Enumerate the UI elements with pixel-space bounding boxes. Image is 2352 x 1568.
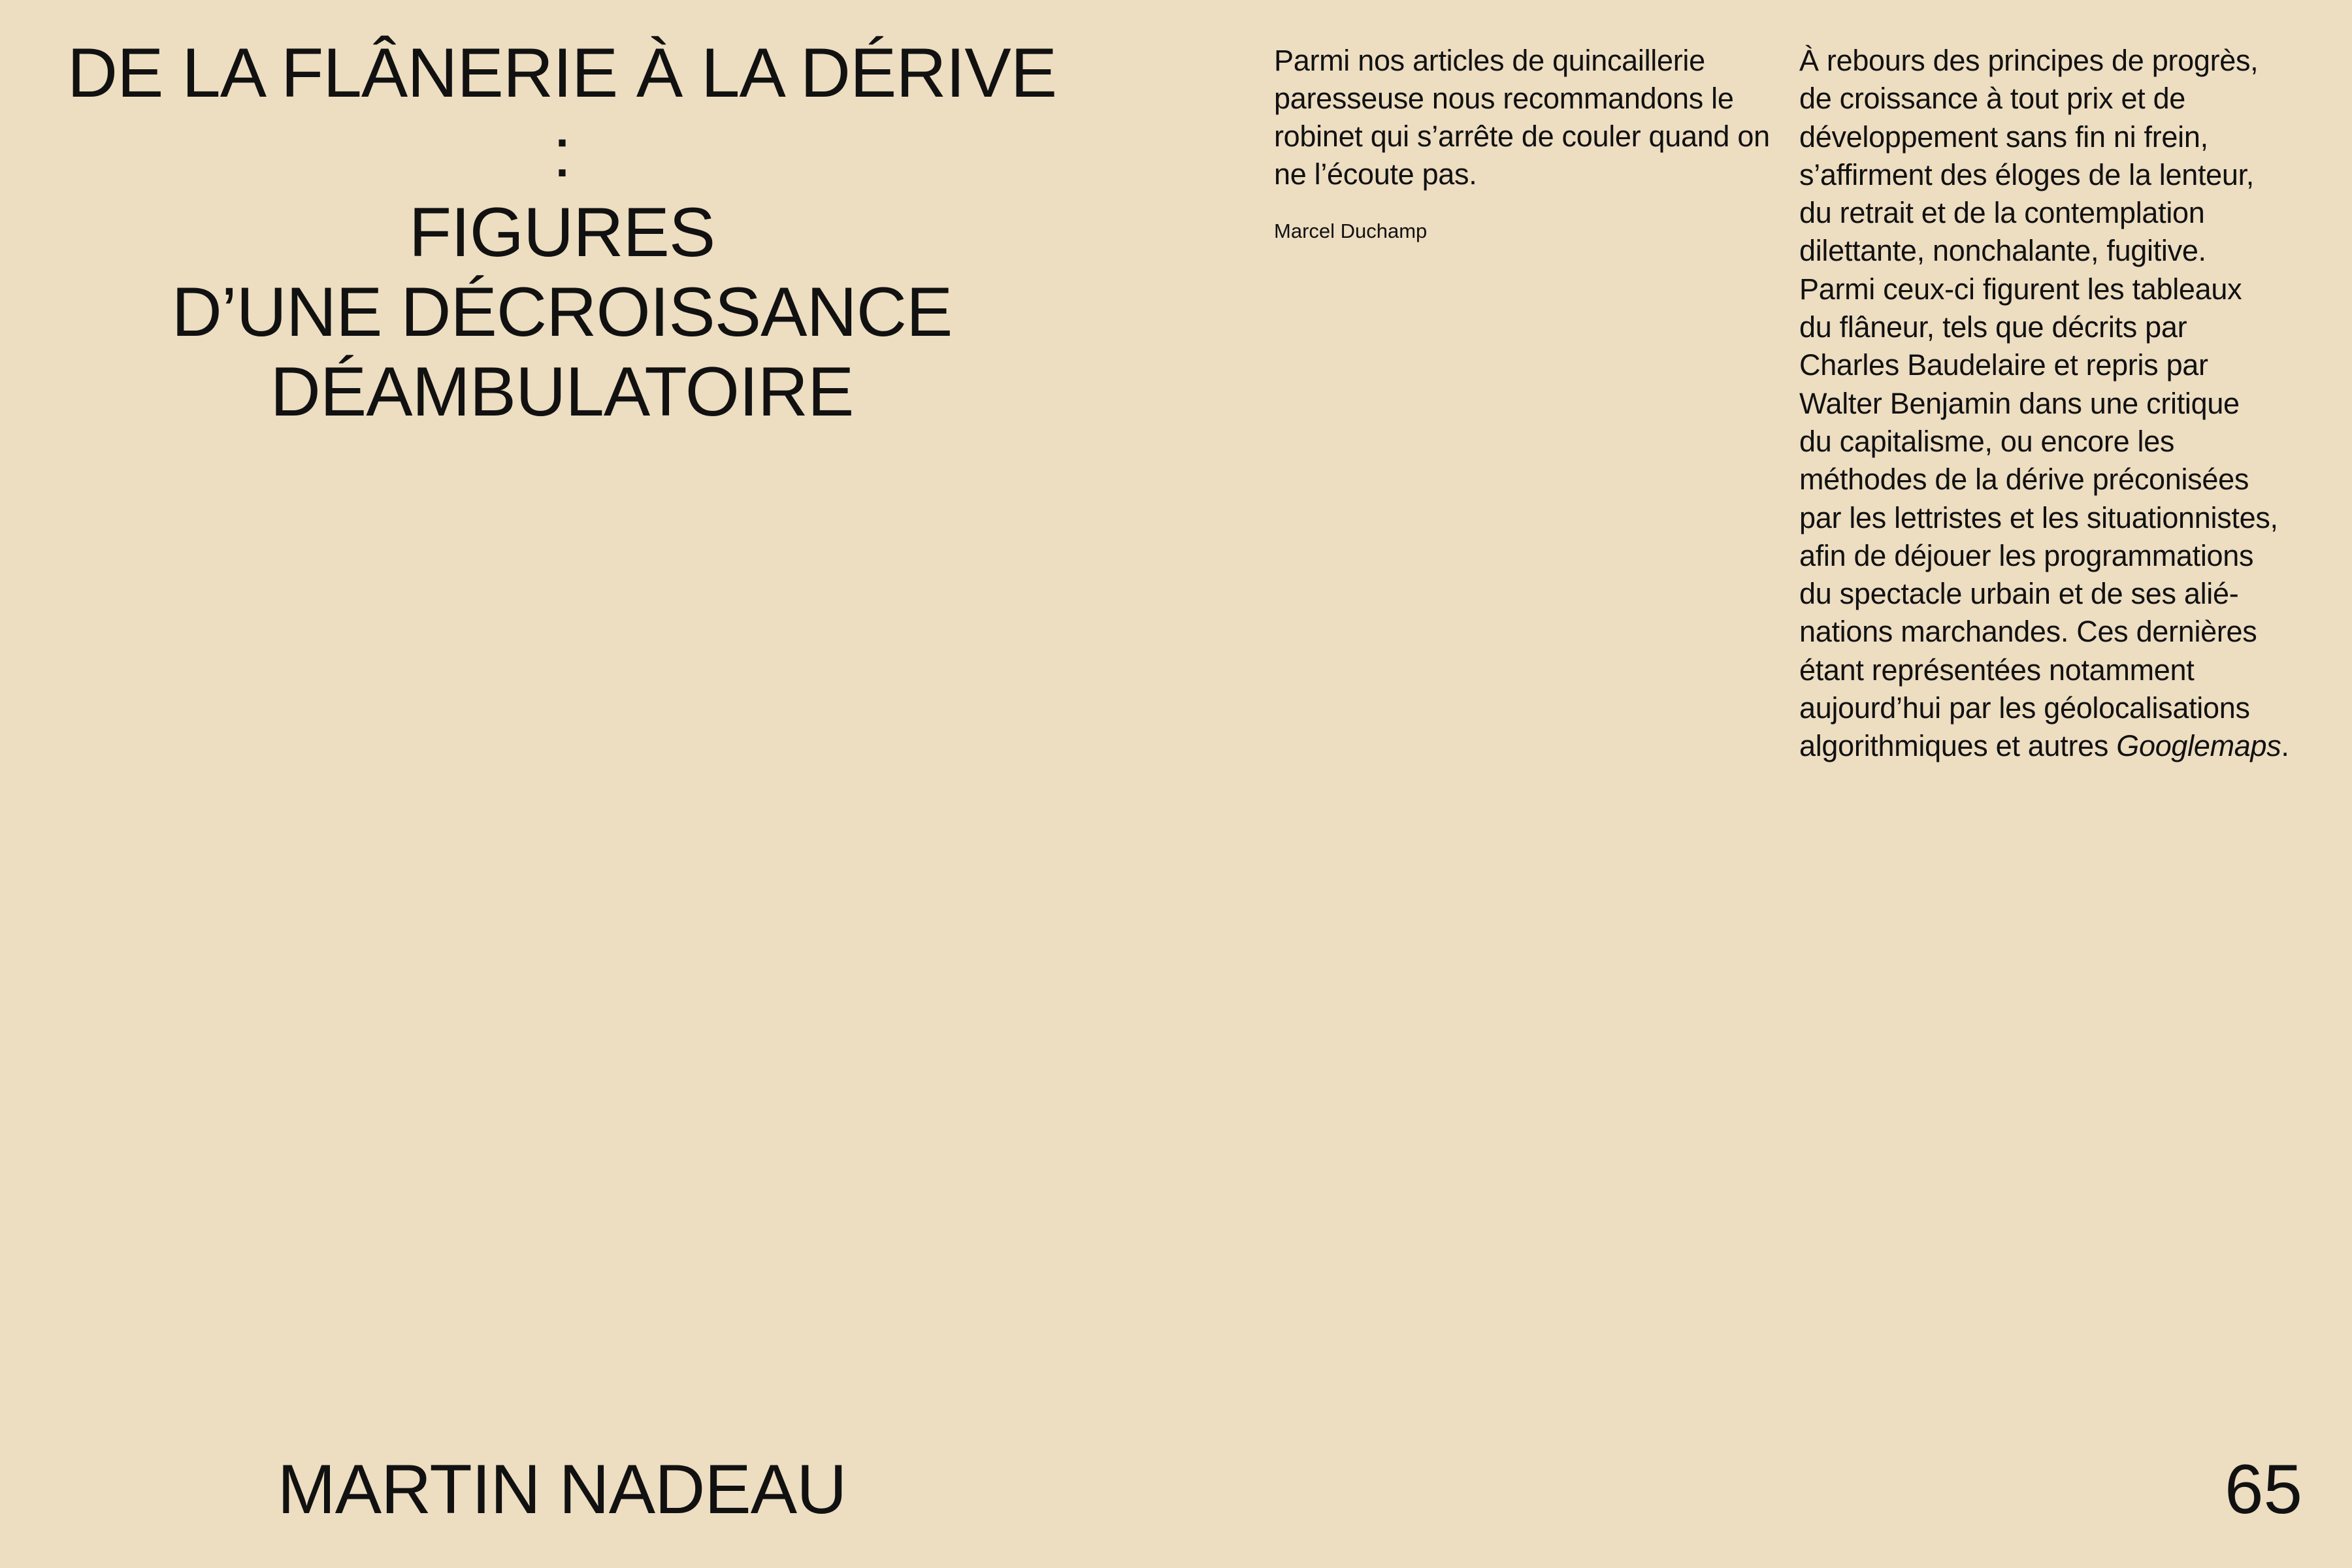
body-line: dilettante, nonchalante, fugitive. (1799, 234, 2206, 268)
body-line: s’affirment des éloges de la lenteur, (1799, 157, 2255, 191)
body-line: du spectacle urbain et de ses alié- (1799, 577, 2239, 611)
body-line: Parmi ceux-ci figurent les tableaux (1799, 272, 2242, 306)
body-line: nations marchandes. Ces dernières (1799, 615, 2257, 649)
body-line: étant représentées notamment (1799, 653, 2195, 687)
body-paragraph (1799, 42, 2322, 766)
page-number: 65 (2224, 1450, 2302, 1528)
body-end-punctuation: . (2281, 729, 2289, 763)
body-line: du retrait et de la contemplation (1799, 196, 2205, 230)
body-line: par les lettristes et les situationnistes, (1799, 500, 2278, 534)
body-line: développement sans fin ni frein, (1799, 120, 2208, 154)
epigraph-author: Marcel Duchamp (1274, 220, 1428, 242)
body-line: À rebours des principes de progrès, (1799, 44, 2259, 77)
title-line: DE LA FLÂNERIE À LA DÉRIVE (67, 33, 1057, 112)
body-line-text: algorithmiques et autres (1799, 729, 2117, 763)
body-line: Walter Benjamin dans une critique (1799, 386, 2240, 420)
page-title (39, 33, 1085, 431)
body-line: du flâneur, tels que décrits par (1799, 310, 2187, 344)
title-line: DÉAMBULATOIRE (270, 352, 854, 431)
body-line: aujourd’hui par les géolocalisations (1799, 691, 2250, 725)
body-line: afin de déjouer les programmations (1799, 538, 2254, 572)
body-line-last (1799, 727, 2322, 765)
body-line: de croissance à tout prix et de (1799, 82, 2186, 116)
author-name: MARTIN NADEAU (277, 1450, 847, 1528)
epigraph (1274, 42, 1771, 244)
title-line: : (552, 113, 572, 191)
body-line: Charles Baudelaire et repris par (1799, 348, 2208, 382)
body-line: du capitalisme, ou encore les (1799, 424, 2175, 458)
title-line: D’UNE DÉCROISSANCE (171, 272, 953, 351)
body-emphasis: Googlemaps (2116, 729, 2281, 763)
epigraph-text: Parmi nos articles de quincaillerie paresseuse nous recommandons le robinet qui s’arrête de couler quand on ne l’écoute pas. (1274, 44, 1770, 191)
body-line: méthodes de la dérive préconisées (1799, 463, 2249, 497)
title-line: FIGURES (408, 193, 715, 271)
